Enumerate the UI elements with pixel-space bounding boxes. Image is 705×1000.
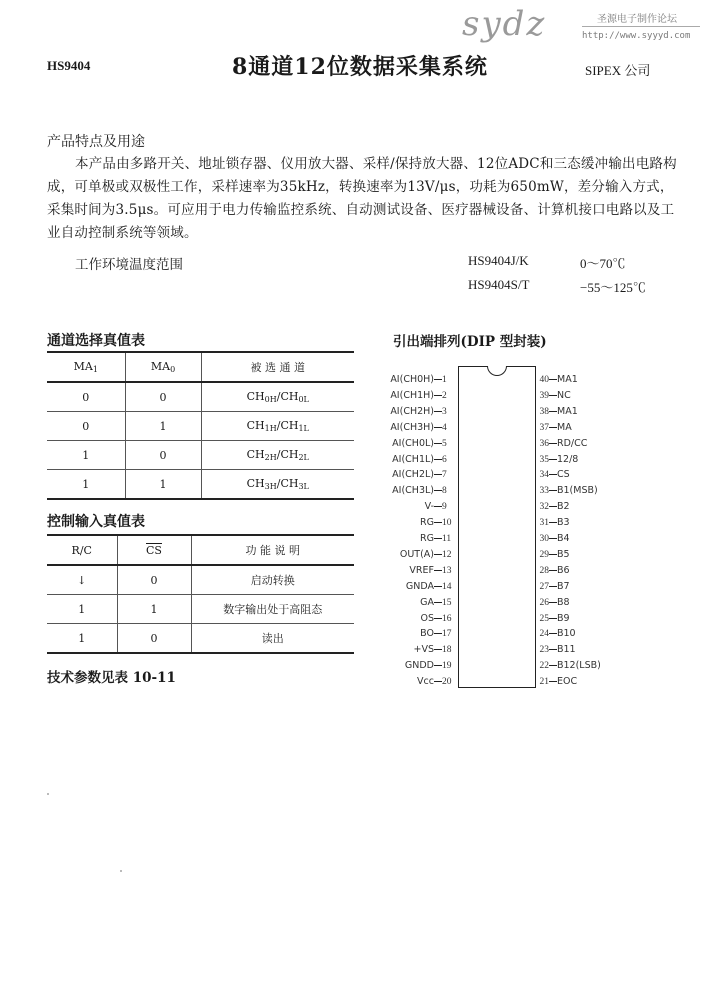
- pin-number: 1: [442, 375, 447, 385]
- pin-lead: [434, 474, 442, 475]
- table-row: [47, 595, 354, 624]
- watermark-logo: sydz: [462, 4, 547, 44]
- env-temp-label: 工作环境温度范围: [75, 257, 183, 273]
- pin-lead: [549, 395, 557, 396]
- pin-number: 6: [442, 454, 447, 465]
- pin-number: 30: [539, 534, 549, 544]
- pin-lead: [549, 411, 557, 412]
- table-header-row: [47, 535, 354, 565]
- cell-cs: 0: [117, 565, 191, 595]
- pin-label: GNDA: [405, 580, 434, 592]
- pin-lead: [434, 459, 442, 460]
- cell-function: 数字输出处于高阻态: [191, 595, 354, 624]
- pin-number: 17: [442, 629, 452, 640]
- pin-lead: [549, 665, 557, 666]
- pin-lead: [434, 522, 442, 523]
- pin-number: 37: [539, 422, 549, 433]
- pin-lead: [434, 649, 442, 650]
- pin-lead: [434, 379, 442, 380]
- pin-lead: [434, 602, 442, 603]
- env-model-2: HS9404S/T: [468, 277, 530, 292]
- pin-number: 26: [539, 597, 549, 608]
- pin-lead: [549, 427, 557, 428]
- cell-cs: 0: [117, 624, 191, 654]
- pin-label: B9: [557, 612, 570, 624]
- dip-package: [458, 366, 536, 688]
- pin1-notch: [487, 366, 507, 376]
- pin-number: 15: [442, 597, 452, 608]
- cell-ma0: 1: [125, 412, 201, 441]
- pin-number: 35: [539, 454, 549, 465]
- pin-lead: [549, 474, 557, 475]
- pin-number: 13: [442, 565, 452, 576]
- env-range-2: −55～125℃: [580, 280, 646, 295]
- pin-number: 38: [539, 406, 549, 417]
- pin-label: MA: [557, 421, 572, 433]
- pin-lead: [549, 538, 557, 539]
- cell-ma1: 1: [47, 441, 125, 470]
- pin-label: V-: [424, 501, 434, 513]
- footer-note: 技术参数见表 10-11: [47, 670, 176, 686]
- pin-number: 4: [442, 422, 447, 433]
- pin-lead: [434, 681, 442, 682]
- pin-label: B11: [557, 644, 576, 656]
- pin-number: 23: [539, 645, 549, 656]
- pin-number: 16: [442, 613, 452, 624]
- pin-lead: [549, 633, 557, 634]
- pin-number: 29: [539, 549, 549, 560]
- pin-label: OUT(A): [399, 548, 434, 560]
- cell-rc: 1: [47, 624, 117, 654]
- pin-lead: [549, 586, 557, 587]
- pin-lead: [434, 586, 442, 587]
- pin-lead: [549, 443, 557, 444]
- cell-channel: $CH_{3H}/CH_{3L}$: [201, 470, 354, 500]
- scan-speck: [47, 793, 49, 795]
- watermark-divider: [582, 26, 700, 27]
- pin-label: AI(CH3L): [392, 485, 434, 497]
- pin-lead: [434, 554, 442, 555]
- pin-label: B3: [557, 517, 570, 529]
- pin-number: 2: [442, 390, 447, 401]
- watermark: [462, 4, 700, 50]
- col-header-function: 功 能 说 明: [191, 535, 354, 565]
- pin-label: EOC: [557, 676, 578, 688]
- pin-label: NC: [557, 389, 571, 401]
- col-header-rc: R/C: [47, 535, 117, 565]
- col-header-cs: $\overline{CS}$: [117, 535, 191, 565]
- cell-channel: $CH_{2H}/CH_{2L}$: [201, 441, 354, 470]
- cell-function: 启动转换: [191, 565, 354, 595]
- pin-label: RG: [420, 533, 434, 544]
- pin-number: 28: [539, 565, 549, 576]
- pin-number: 12: [442, 549, 452, 560]
- pin-label: VREF: [409, 564, 434, 576]
- channel-table-title: 通道选择真值表: [47, 333, 145, 349]
- pin-number: 36: [539, 438, 549, 449]
- pin-label: Vcc: [417, 676, 434, 688]
- pin-label: 12/8: [557, 453, 579, 465]
- pin-label: B6: [557, 564, 570, 576]
- pin-21: [533, 673, 577, 691]
- pin-number: 9: [442, 502, 447, 513]
- pin-number: 40: [539, 375, 549, 385]
- cell-rc: 1: [47, 595, 117, 624]
- pin-lead: [549, 522, 557, 523]
- pin-label: B12(LSB): [557, 660, 601, 672]
- control-truth-table: [47, 534, 354, 654]
- pin-number: 27: [539, 581, 549, 592]
- pin-label: OS: [420, 612, 434, 624]
- pin-label: GA: [420, 596, 434, 608]
- pin-number: 14: [442, 581, 452, 592]
- cell-ma0: 0: [125, 382, 201, 412]
- pin-label: CS: [557, 469, 570, 481]
- pin-lead: [549, 554, 557, 555]
- pin-number: 32: [539, 502, 549, 513]
- table-header-row: [47, 352, 354, 382]
- pin-label: B4: [557, 533, 570, 544]
- scan-speck: [120, 870, 122, 872]
- channel-truth-table: [47, 351, 354, 500]
- cell-ma1: 0: [47, 412, 125, 441]
- col-header-ma1: $MA_1$: [47, 352, 125, 382]
- pin-label: B2: [557, 501, 570, 513]
- pin-label: BO: [420, 628, 434, 640]
- watermark-url: http://www.syyyd.com: [582, 31, 691, 41]
- pin-lead: [549, 570, 557, 571]
- pin-number: 39: [539, 390, 549, 401]
- pin-number: 7: [442, 470, 447, 481]
- pin-lead: [434, 490, 442, 491]
- pin-lead: [549, 459, 557, 460]
- pin-label: GNDD: [404, 660, 434, 672]
- cell-channel: $CH_{1H}/CH_{1L}$: [201, 412, 354, 441]
- pin-lead: [434, 570, 442, 571]
- pin-lead: [549, 490, 557, 491]
- pin-label: B10: [557, 628, 576, 640]
- pin-lead: [549, 506, 557, 507]
- cell-function: 读出: [191, 624, 354, 654]
- pin-lead: [434, 538, 442, 539]
- pin-number: 33: [539, 486, 549, 497]
- cell-cs: 1: [117, 595, 191, 624]
- cell-channel: $CH_{0H}/CH_{0L}$: [201, 382, 354, 412]
- col-header-channel: 被 选 通 道: [201, 352, 354, 382]
- pin-label: B8: [557, 596, 570, 608]
- pin-label: AI(CH3H): [390, 421, 434, 433]
- pin-label: RD/CC: [557, 437, 588, 449]
- table-row: [47, 412, 354, 441]
- cell-ma1: 1: [47, 470, 125, 500]
- features-heading: 产品特点及用途: [47, 134, 145, 150]
- table-row: [47, 624, 354, 654]
- col-header-ma0: $MA_0$: [125, 352, 201, 382]
- cell-ma1: 0: [47, 382, 125, 412]
- pin-label: B7: [557, 580, 570, 592]
- model-number: HS9404: [47, 58, 91, 73]
- pin-lead: [549, 649, 557, 650]
- pin-label: B1(MSB): [557, 485, 598, 497]
- pin-lead: [434, 411, 442, 412]
- pin-number: 24: [539, 629, 549, 640]
- pin-lead: [549, 681, 557, 682]
- pin-lead: [549, 379, 557, 380]
- pin-label: AI(CH0L): [392, 437, 434, 449]
- dip-title: 引出端排列(DIP 型封装): [393, 334, 547, 350]
- pin-number: 34: [539, 470, 549, 481]
- pin-20: [417, 673, 458, 691]
- table-row: [47, 441, 354, 470]
- pin-label: AI(CH1H): [390, 389, 434, 401]
- cell-rc: ↓: [47, 565, 117, 595]
- pin-lead: [434, 633, 442, 634]
- pin-number: 21: [539, 677, 549, 688]
- env-range-1: 0～70℃: [580, 256, 626, 271]
- table-row: [47, 470, 354, 500]
- control-table-title: 控制输入真值表: [47, 514, 145, 530]
- watermark-site-name: 圣源电子制作论坛: [597, 14, 677, 25]
- pin-number: 22: [539, 661, 549, 672]
- pin-number: 3: [442, 406, 447, 417]
- pin-number: 11: [442, 534, 452, 544]
- pin-lead: [434, 427, 442, 428]
- pin-label: AI(CH2L): [392, 469, 434, 481]
- table-row: [47, 565, 354, 595]
- pin-lead: [434, 665, 442, 666]
- pin-label: AI(CH2H): [390, 405, 434, 417]
- env-model-1: HS9404J/K: [468, 253, 529, 268]
- pin-number: 20: [442, 677, 452, 688]
- pin-label: AI(CH1L): [392, 453, 434, 465]
- company-name: SIPEX 公司: [585, 63, 651, 78]
- pin-label: +VS: [413, 644, 434, 656]
- cell-ma0: 1: [125, 470, 201, 500]
- pin-number: 10: [442, 518, 452, 529]
- pin-label: MA1: [557, 374, 578, 385]
- table-row: [47, 382, 354, 412]
- pin-number: 19: [442, 661, 452, 672]
- pin-number: 25: [539, 613, 549, 624]
- pin-label: RG: [420, 517, 434, 529]
- pin-number: 8: [442, 486, 447, 497]
- pin-number: 5: [442, 438, 447, 449]
- pin-lead: [549, 602, 557, 603]
- pin-number: 18: [442, 645, 452, 656]
- pin-lead: [434, 506, 442, 507]
- page-title: 8通道12位数据采集系统: [232, 54, 488, 80]
- cell-ma0: 0: [125, 441, 201, 470]
- pin-label: AI(CH0H): [390, 374, 434, 385]
- pin-number: 31: [539, 518, 549, 529]
- pin-lead: [549, 618, 557, 619]
- pin-label: B5: [557, 548, 570, 560]
- features-paragraph: 本产品由多路开关、地址锁存器、仪用放大器、采样/保持放大器、12位ADC和三态缓冲输出电路构成，可单极或双极性工作，采样速率为35kHz，转换速率为13V/μs，功耗为650mW，差分输入方式，采集时间为3.5μs。可应用于电力传输监控系统、自动测试设备、医疗器械设备、计算机接口电路以及工业自动控制系统等领域。: [47, 156, 677, 241]
- pin-lead: [434, 395, 442, 396]
- pin-label: MA1: [557, 405, 578, 417]
- pin-lead: [434, 618, 442, 619]
- pin-lead: [434, 443, 442, 444]
